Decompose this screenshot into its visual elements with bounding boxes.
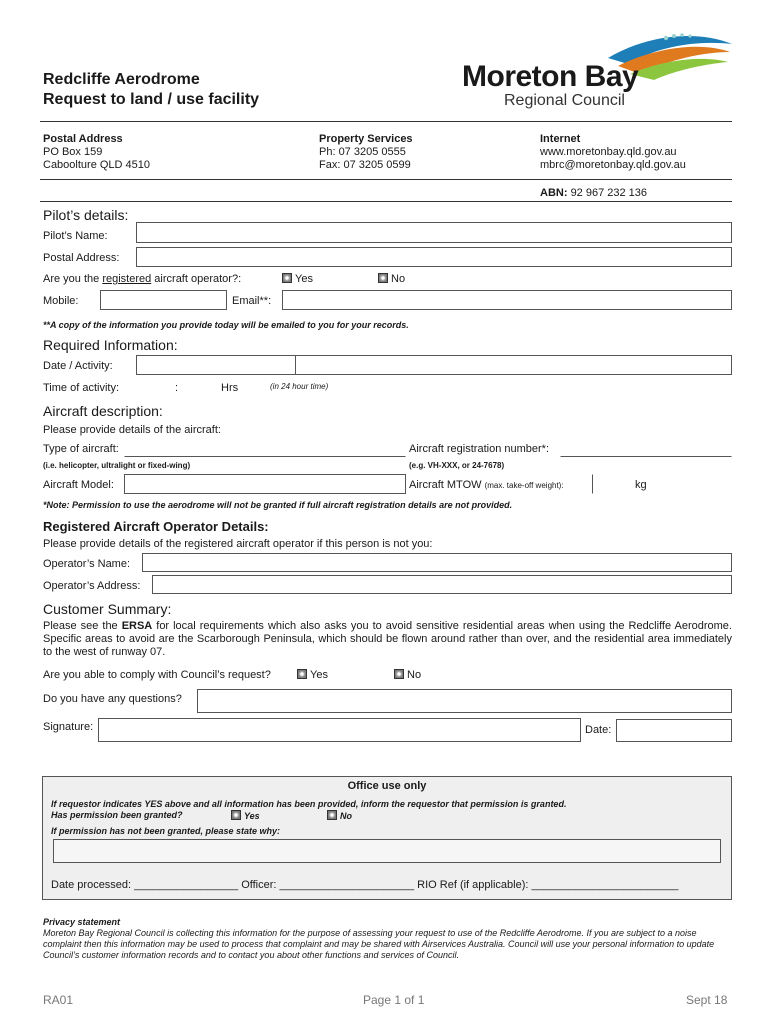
office-heading: Office use only [347, 780, 427, 792]
postal-address-input[interactable] [136, 247, 732, 267]
internet-block [540, 133, 686, 172]
internet-heading: Internet [540, 133, 581, 145]
header-divider [40, 121, 732, 122]
property-phone: Ph: 07 3205 0555 [319, 146, 406, 158]
contacts-divider [40, 179, 732, 180]
aircraft-type-label: Type of aircraft: [43, 443, 119, 455]
date-activity-label: Date / Activity: [43, 360, 113, 372]
aircraft-reg-hint: (e.g. VH-XXX, or 24-7678) [409, 461, 505, 470]
time-activity-label: Time of activity: [43, 382, 119, 394]
activity-input[interactable] [295, 355, 732, 375]
operator-name-label: Operator’s Name: [43, 558, 131, 570]
property-fax: Fax: 07 3205 0599 [319, 159, 411, 171]
office-instruction: If requestor indicates YES above and all information has been provided, inform the requestor that permission is granted. [51, 799, 567, 809]
questions-input[interactable] [197, 689, 732, 713]
ersa-paragraph [43, 620, 732, 659]
office-reason-label: If permission has not been granted, please state why: [51, 826, 281, 836]
registered-operator-question [43, 273, 241, 285]
office-yes-checkbox[interactable] [231, 810, 241, 820]
aircraft-intro: Please provide details of the aircraft: [43, 424, 221, 436]
mtow-unit: kg [635, 479, 647, 491]
abn-divider [40, 201, 732, 202]
postal-address-block [43, 133, 150, 172]
pilot-section-heading: Pilot’s details: [43, 207, 129, 223]
time-input[interactable] [136, 377, 266, 397]
operator-no-label: No [391, 273, 406, 285]
postal-heading: Postal Address [43, 133, 123, 145]
office-processed-line: Date processed: _________________ Officer: ______________________ RIO Ref (if applicable): ________________________ [51, 879, 679, 891]
form-date: Sept 18 [686, 993, 728, 1007]
date-signed-input[interactable] [616, 719, 732, 742]
comply-no-checkbox[interactable] [394, 669, 404, 679]
operator-address-input[interactable] [152, 575, 732, 594]
privacy-heading: Privacy statement [43, 917, 121, 927]
page-number: Page 1 of 1 [363, 993, 425, 1007]
questions-label: Do you have any questions? [43, 693, 182, 705]
pilot-name-input[interactable] [136, 222, 732, 243]
operator-q-prefix: Are you the [43, 273, 103, 285]
abn-label: ABN: [540, 187, 568, 199]
email-link[interactable]: mbrc@moretonbay.qld.gov.au [540, 159, 686, 171]
postal-address-label: Postal Address: [43, 252, 120, 264]
postal-line1: PO Box 159 [43, 146, 103, 158]
aircraft-section-heading: Aircraft description: [43, 403, 163, 419]
operator-section-heading: Registered Aircraft Operator Details: [43, 519, 269, 534]
office-use-panel [42, 776, 732, 900]
pilot-name-label: Pilot’s Name: [43, 230, 108, 242]
form-title-line1: Redcliffe Aerodrome [43, 71, 200, 88]
property-services-block [319, 133, 413, 172]
office-no-label: No [340, 811, 352, 821]
operator-no-option[interactable] [378, 273, 405, 285]
privacy-text: Moreton Bay Regional Council is collecting this information for the purpose of assessing your request to use of the Redcliffe Aerodrome. If you are subject to a noise complaint then this information may be used to process that complaint and may be shared with Airservices Australia. Council will use your personal information to update Council’s customer information records and to contact you about other functions and services of Council. [43, 928, 715, 960]
email-copy-note: **A copy of the information you provide today will be emailed to you for your records. [43, 320, 409, 330]
office-reason-input[interactable] [53, 839, 721, 863]
aircraft-reg-label: Aircraft registration number*: [409, 443, 549, 455]
date-input[interactable] [136, 355, 296, 375]
council-logo [458, 30, 738, 110]
abn-value: 92 967 232 136 [570, 187, 648, 199]
time-hint: (in 24 hour time) [270, 382, 329, 391]
aircraft-model-label: Aircraft Model: [43, 479, 114, 491]
abn [540, 187, 647, 199]
aircraft-model-input[interactable] [124, 474, 406, 494]
aircraft-mtow [409, 479, 564, 491]
mtow-hint: (max. take-off weight): [484, 481, 564, 490]
postal-line2: Caboolture QLD 4510 [43, 159, 151, 171]
mobile-input[interactable] [100, 290, 227, 310]
comply-yes-option[interactable] [297, 669, 328, 681]
aircraft-reg-input[interactable] [560, 439, 732, 457]
operator-yes-label: Yes [295, 273, 313, 285]
email-input[interactable] [282, 290, 732, 310]
ersa-para-bold: ERSA [121, 620, 153, 632]
website-link[interactable]: www.moretonbay.qld.gov.au [540, 146, 677, 158]
operator-intro: Please provide details of the registered aircraft operator if this person is not you: [43, 538, 433, 550]
comply-no-option[interactable] [394, 669, 421, 681]
ersa-para-prefix: Please see the [43, 620, 122, 632]
time-colon: : [175, 382, 179, 394]
operator-no-checkbox[interactable] [378, 273, 388, 283]
aircraft-type-input[interactable] [124, 439, 406, 457]
ersa-para-text: for local requirements which also asks you to avoid sensitive residential areas when using the Redcliffe Aerodrome. Specific areas to avoid are the Scarborough Peninsula, which should be flown around rather than over, and the residential area immediately to the west of runway 07. [43, 620, 732, 658]
operator-name-input[interactable] [142, 553, 732, 572]
mobile-label: Mobile: [43, 295, 79, 307]
registration-note: *Note: Permission to use the aerodrome will not be granted if full aircraft registration details are not provided. [43, 500, 513, 510]
logo-subtitle: Regional Council [504, 92, 625, 109]
comply-question: Are you able to comply with Council’s request? [43, 669, 271, 681]
comply-no-label: No [407, 669, 422, 681]
operator-q-suffix: aircraft operator?: [151, 273, 242, 285]
privacy-statement [43, 917, 733, 961]
operator-q-underlined: registered [102, 273, 152, 285]
mtow-input[interactable] [592, 474, 732, 494]
operator-address-label: Operator’s Address: [43, 580, 141, 592]
property-heading: Property Services [319, 133, 413, 145]
signature-label: Signature: [43, 721, 94, 733]
email-label: Email**: [232, 295, 272, 307]
office-yes-option[interactable] [231, 810, 260, 821]
required-section-heading: Required Information: [43, 337, 178, 353]
form-title-line2: Request to land / use facility [43, 91, 260, 108]
operator-yes-checkbox[interactable] [282, 273, 292, 283]
date-label: Date: [585, 724, 612, 736]
aircraft-type-hint: (i.e. helicopter, ultralight or fixed-wing) [43, 461, 191, 470]
office-granted-question: Has permission been granted? [51, 810, 183, 820]
office-yes-label: Yes [244, 811, 260, 821]
signature-input[interactable] [98, 718, 581, 742]
mtow-label: Aircraft MTOW [409, 479, 482, 491]
operator-yes-option[interactable] [282, 273, 313, 285]
time-unit: Hrs [221, 382, 239, 394]
office-no-checkbox[interactable] [327, 810, 337, 820]
form-code: RA01 [43, 993, 74, 1007]
logo-name: Moreton Bay [462, 60, 639, 93]
comply-yes-label: Yes [310, 669, 328, 681]
office-no-option[interactable] [327, 810, 352, 821]
summary-section-heading: Customer Summary: [43, 601, 172, 617]
comply-yes-checkbox[interactable] [297, 669, 307, 679]
